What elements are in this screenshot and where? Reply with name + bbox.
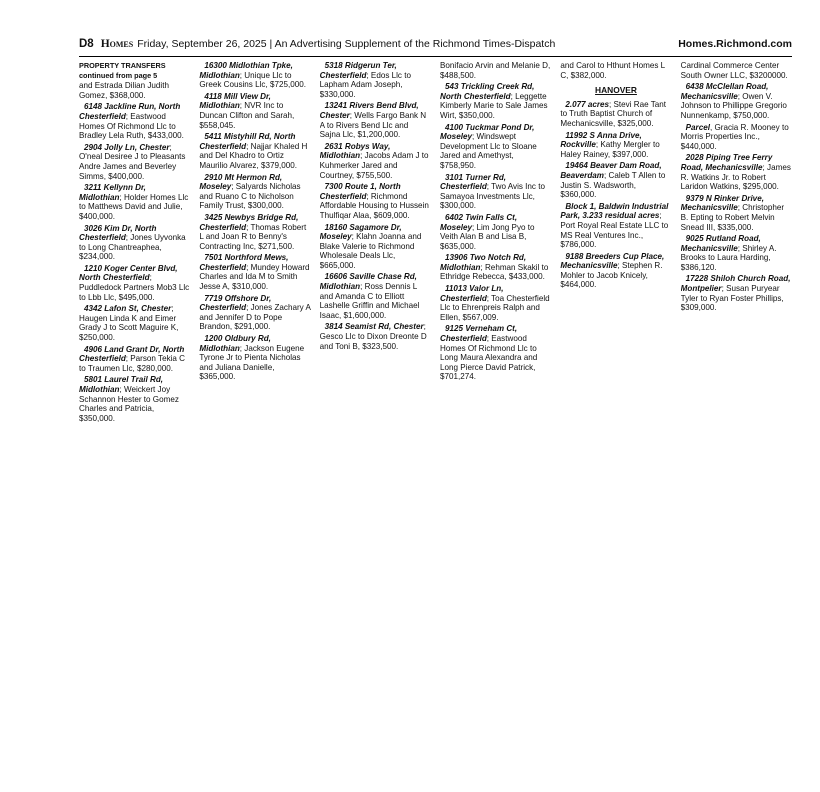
continued-text: Bonifacio Arvin and Melanie D, $488,500. <box>440 61 551 80</box>
transfer-details: ; Puddledock Partners Mob3 Llc to Lbb Llc, $495,000. <box>79 273 190 302</box>
page-header <box>79 38 792 57</box>
page-number: D8 <box>79 38 94 50</box>
transfer-details: ; Mundey Howard Charles and Ida M to Smith Jesse A, $310,000. <box>199 262 310 292</box>
property-address: 9379 N Rinker Drive, Mechanicsville <box>680 193 764 213</box>
property-transfer-entry <box>79 375 190 423</box>
transfer-details: ; Weickert Joy Schannon Hester to Gomez Charles and Patricia, $350,000. <box>79 385 179 423</box>
property-transfer-entry <box>199 213 310 251</box>
property-transfer-entry <box>79 102 190 140</box>
property-transfer-entry <box>440 173 551 211</box>
property-transfer-entry <box>440 82 551 120</box>
transfer-details: ; Port Royal Real Estate LLC to MS Real Ventures Inc., $786,000. <box>560 211 669 250</box>
listing-column <box>440 61 551 787</box>
property-address: 1200 Oldbury Rd, Midlothian <box>199 334 271 353</box>
property-transfer-entry <box>440 213 551 251</box>
property-transfer-entry <box>199 334 310 382</box>
property-address: 16606 Saville Chase Rd, Midlothian <box>319 272 417 292</box>
transfer-details: ; Leggette Kimberly Marie to Sale James Wirt, $350,000. <box>440 91 548 120</box>
transfer-details: ; Salyards Nicholas and Ruano C to Nicholson Family Trust, $300,000. <box>199 182 301 211</box>
property-address: 11013 Valor Ln, Chesterfield <box>440 284 504 303</box>
property-transfer-entry <box>681 153 792 191</box>
property-address: 6438 McClellan Road, Mechanicsville <box>680 82 769 101</box>
property-address: 11992 S Anna Drive, Rockville <box>560 130 642 150</box>
property-address: 2904 Jolly Ln, Chester <box>84 142 170 152</box>
property-address: 13906 Two Notch Rd, Midlothian <box>440 253 527 272</box>
listing-columns <box>79 61 792 787</box>
property-transfer-entry <box>440 123 551 171</box>
transfer-details: ; Ross Dennis L and Amanda C to Elliott Lashelle Griffin and Michael Isaac, $1,600,000. <box>319 282 420 320</box>
site-url: Homes.Richmond.com <box>678 38 792 50</box>
property-transfer-entry <box>320 182 431 220</box>
property-address: 19464 Beaver Dam Road, Beaverdam <box>560 161 662 180</box>
transfer-details: ; Stephen R. Mohler to Jacob Knicely, $464,000. <box>560 261 663 290</box>
property-address: 2028 Piping Tree Ferry Road, Mechanicsville <box>680 153 773 172</box>
listing-column <box>199 61 310 787</box>
property-address: 4342 Lafon St, Chester <box>84 304 172 314</box>
transfer-details: ; Christopher B. Epting to Robert Melvin Snead III, $335,000. <box>680 203 785 232</box>
transfer-details: ; Richmond Affordable Housing to Hussein Thulfiqar Alaa, $609,000. <box>319 191 429 220</box>
property-transfer-entry <box>79 345 190 374</box>
property-transfer-entry <box>199 132 310 170</box>
transfer-details: ; Rehman Skakil to Ethridge Rebecca, $433,000. <box>440 262 549 282</box>
property-address: 7501 Northford Mews, Chesterfield <box>199 253 289 272</box>
transfer-details: ; Gesco Llc to Dixon Dreonte D and Toni B, $323,500. <box>319 322 427 351</box>
property-transfer-entry <box>560 161 671 199</box>
section-brand: Homes <box>100 38 134 50</box>
property-transfer-entry <box>440 284 551 322</box>
property-transfer-entry <box>681 234 792 272</box>
issue-line: Friday, September 26, 2025 | An Advertising Supplement of the Richmond Times-Dispatch <box>137 38 556 50</box>
listing-column <box>560 61 671 787</box>
transfer-details: , Gracia R. Mooney to Morris Properties Inc., $440,000. <box>680 122 789 151</box>
transfer-details: ; Jacobs Adam J to Kuhmerker Jared and Courtney, $755,500. <box>319 151 429 180</box>
property-address: 6402 Twin Falls Ct, Moseley <box>440 212 518 232</box>
property-transfer-entry <box>320 142 431 180</box>
property-address: 17228 Shiloh Church Road, Montpelier <box>680 274 791 294</box>
transfer-details: ; Holder Homes Llc to Matthews David and Julie, $400,000. <box>79 192 189 221</box>
property-address: 6148 Jackline Run, North Chesterfield <box>79 102 181 121</box>
property-address: 7300 Route 1, North Chesterfield <box>319 182 401 201</box>
property-address: 9025 Rutland Road, Mechanicsville <box>680 234 761 253</box>
property-address: 4118 Mill View Dr, Midlothian <box>199 91 271 111</box>
property-address: 3425 Newbys Bridge Rd, Chesterfield <box>199 212 299 232</box>
property-address: 3101 Turner Rd, Chesterfield <box>440 172 507 192</box>
property-transfer-entry <box>79 183 190 221</box>
property-address: 3211 Kellynn Dr, Midlothian <box>79 183 146 202</box>
property-transfer-entry <box>681 82 792 120</box>
property-transfer-entry <box>440 324 551 382</box>
continued-text: and Carol to Hthunt Homes L C, $382,000. <box>560 61 665 80</box>
property-address: 9125 Verneham Ct, Chesterfield <box>440 324 518 344</box>
property-transfer-entry <box>79 264 190 302</box>
property-transfer-entry <box>681 123 792 152</box>
property-address: 4100 Tuckmar Pond Dr, Moseley <box>440 122 535 142</box>
listing-column <box>79 61 190 787</box>
property-address: 3814 Seamist Rd, Chester <box>324 322 424 332</box>
transfer-details: ; Jackson Eugene Tyrone Jr to Pienta Nicholas and Juliana Danielle, $365,000. <box>199 343 305 382</box>
property-address: 9188 Breeders Cup Place, Mechanicsville <box>560 251 665 271</box>
property-transfer-entry <box>199 173 310 211</box>
transfer-details: ; Owen V. Johnson to Phillippe Gregorio Nunnenkamp, $750,000. <box>680 91 787 120</box>
property-transfer-entry <box>320 223 431 271</box>
listing-column <box>681 61 792 787</box>
transfer-details: ; Unique Llc to Greek Cousins Llc, $725,000. <box>199 70 306 90</box>
county-heading: HANOVER <box>595 85 637 96</box>
transfer-details: ; Eastwood Homes Of Richmond Llc to Long Maura Alexandra and Long Pierce David Patrick, $701,274. <box>440 334 538 382</box>
property-transfer-entry <box>560 131 671 160</box>
transfer-details: ; James R. Watkins Jr. to Robert Laridon Watkins, $295,000. <box>680 162 791 192</box>
transfer-details: ; Lim Jong Pyo to Veith Alan B and Lisa B, $635,000. <box>440 222 535 251</box>
property-transfer-entry <box>560 252 671 290</box>
property-address: 543 Trickling Creek Rd, North Chesterfield <box>440 82 535 101</box>
continued-text: Cardinal Commerce Center South Owner LLC, $3200000. <box>680 61 788 80</box>
property-transfer-entry <box>560 100 671 129</box>
transfer-details: ; Najjar Khaled H and Del Khadro to Ortiz Maurilio Alvarez, $379,000. <box>199 141 308 170</box>
property-address: 18160 Sagamore Dr, Moseley <box>319 222 402 242</box>
property-address: Parcel <box>685 122 710 132</box>
transfer-details: ; Two Avis Inc to Samayoa Investments Llc, $300,000. <box>440 182 545 211</box>
continued-text: and Estrada Dilian Judith Gomez, $368,000. <box>79 81 169 100</box>
property-address: 5411 Mistyhill Rd, North Chesterfield <box>199 132 296 151</box>
listing-column <box>320 61 431 787</box>
transfer-details: ; Stevi Rae Tant to Truth Baptist Church of Mechanicsville, $325,000. <box>560 99 666 128</box>
transfer-details: ; Jones Uyvonka to Long Chantreaphea, $234,000. <box>79 233 186 262</box>
transfer-details: ; Haugen Linda K and Eimer Grady J to Scott Maguire K, $250,000. <box>79 304 179 343</box>
property-transfer-entry <box>79 304 190 342</box>
property-transfer-entry <box>560 202 671 250</box>
transfer-details: ; Parson Tekia C to Traumen Llc, $280,000. <box>79 354 186 373</box>
transfer-details: ; Jones Zachary A and Jennifer D to Pope Brandon, $291,000. <box>199 303 311 332</box>
continued-label: PROPERTY TRANSFERS continued from page 5 <box>79 61 166 80</box>
transfer-details: ; Thomas Robert L and Joan R to Benny's Contracting Inc, $271,500. <box>199 222 307 251</box>
transfer-details: ; O'neal Desiree J to Pleasants Andre James and Beverley Simms, $400,000. <box>79 142 186 181</box>
property-address: 16300 Midlothian Tpke, Midlothian <box>199 61 293 80</box>
property-address: 5318 Ridgerun Ter, Chesterfield <box>319 61 397 80</box>
property-address: 2631 Robys Way, Midlothian <box>319 141 391 161</box>
property-address: 13241 Rivers Bend Blvd, Chester <box>319 101 419 120</box>
transfer-details: ; Caleb T Allen to Justin S. Wadsworth, $360,000. <box>560 170 666 200</box>
property-transfer-entry <box>320 322 431 351</box>
transfer-details: ; Wells Fargo Bank N A to Rivers Bend Llc and Sajna Llc, $1,200,000. <box>319 110 427 140</box>
property-transfer-entry <box>79 143 190 181</box>
property-transfer-entry <box>681 194 792 232</box>
transfer-details: ; Edos Llc to Lapham Adam Joseph, $330,000. <box>319 70 411 99</box>
property-address: 4906 Land Grant Dr, North Chesterfield <box>79 344 185 364</box>
transfer-details: ; Windswept Development Llc to Sloane Jared and Amethyst, $758,950. <box>440 132 537 170</box>
property-transfer-entry <box>79 224 190 262</box>
property-transfer-entry <box>440 253 551 282</box>
property-transfer-entry <box>199 294 310 332</box>
property-transfer-entry <box>320 272 431 320</box>
property-address: 7719 Offshore Dr, Chesterfield <box>199 293 272 313</box>
property-address: 2.077 acres <box>565 99 609 109</box>
property-address: 5801 Laurel Trail Rd, Midlothian <box>79 375 164 394</box>
header-left <box>79 38 555 50</box>
property-transfer-entry <box>681 274 792 312</box>
property-transfer-entry <box>199 61 310 90</box>
property-transfer-entry <box>320 101 431 139</box>
property-transfer-entry <box>320 61 431 99</box>
transfer-details: ; Eastwood Homes Of Richmond Llc to Bradley Lela Ruth, $433,000. <box>79 111 184 141</box>
property-address: 2910 Mt Hermon Rd, Moseley <box>199 172 283 192</box>
property-address: 3026 Kim Dr, North Chesterfield <box>79 223 157 243</box>
transfer-details: ; Toa Chesterfield Llc to Ehrenpreis Ralph and Ellen, $567,009. <box>440 293 550 322</box>
property-transfer-entry <box>199 92 310 130</box>
transfer-details: ; Susan Puryear Tyler to Ryan Foster Phillips, $309,000. <box>680 284 784 313</box>
property-address: 1210 Koger Center Blvd, North Chesterfield <box>79 263 178 283</box>
property-address: Block 1, Baldwin Industrial Park, 3.233 residual acres <box>560 201 669 221</box>
transfer-details: ; NVR Inc to Duncan Clifton and Sarah, $558,045. <box>199 101 295 130</box>
transfer-details: ; Shirley A. Brooks to Laura Harding, $386,120. <box>680 243 777 272</box>
transfer-details: ; Klahn Joanna and Blake Valerie to Richmond Wholesale Deals Llc, $665,000. <box>319 232 422 270</box>
property-transfer-entry <box>199 253 310 291</box>
transfer-details: ; Kathy Mergler to Haley Rainey, $397,000. <box>560 140 660 159</box>
